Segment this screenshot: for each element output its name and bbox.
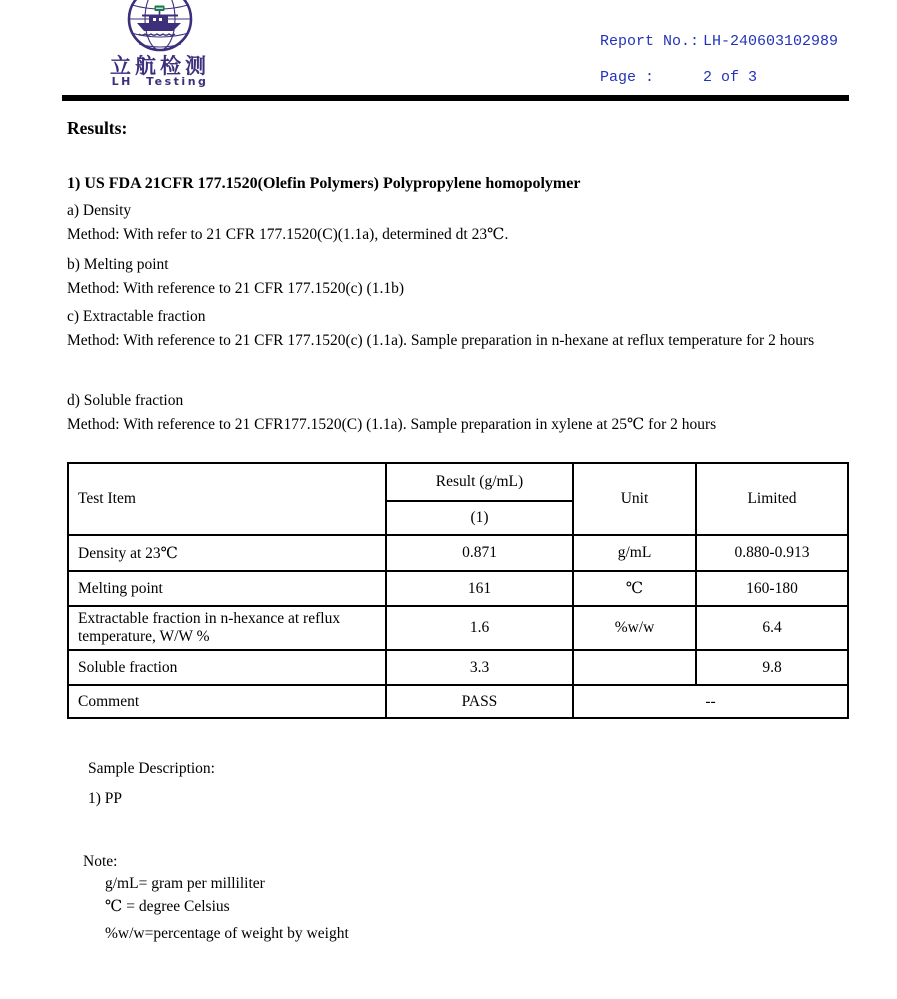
col-header-unit: Unit <box>573 463 696 535</box>
cell-unit: %w/w <box>573 606 696 650</box>
cell-item: Melting point <box>68 571 386 606</box>
header-divider <box>62 95 849 101</box>
report-no-value: LH-240603102989 <box>703 33 839 50</box>
section-heading: 1) US FDA 21CFR 177.1520(Olefin Polymers) Polypropylene homopolymer <box>67 175 581 192</box>
result-item-d-method: Method: With reference to 21 CFR177.1520(C) (1.1a). Sample preparation in xylene at 25℃ for 2 hours <box>67 416 717 433</box>
results-table <box>67 462 849 719</box>
cell-unit: g/mL <box>573 535 696 571</box>
note-title: Note: <box>83 853 118 870</box>
table-row-density <box>68 535 848 571</box>
result-item-c-method: Method: With reference to 21 CFR 177.1520(c) (1.1a). Sample preparation in n-hexane at reflux temperature for 2 hours <box>67 332 815 349</box>
result-item-b-label: b) Melting point <box>67 256 169 273</box>
cell-result: 3.3 <box>386 650 573 685</box>
cell-result: 161 <box>386 571 573 606</box>
cell-limited: 6.4 <box>696 606 848 650</box>
cell-result: 0.871 <box>386 535 573 571</box>
col-header-limited: Limited <box>696 463 848 535</box>
result-item-d-label: d) Soluble fraction <box>67 392 184 409</box>
cell-item: Extractable fraction in n-hexance at reflux temperature, W/W % <box>68 606 386 650</box>
table-row-extractable-fraction <box>68 606 848 650</box>
cell-unit <box>573 650 696 685</box>
table-row-soluble-fraction <box>68 650 848 685</box>
logo-chinese-text: 立航检测 <box>110 54 210 78</box>
result-item-c-label: c) Extractable fraction <box>67 308 206 325</box>
cell-limited: 0.880-0.913 <box>696 535 848 571</box>
cell-unit: ℃ <box>573 571 696 606</box>
logo-english-text: LH Testing <box>111 75 209 88</box>
table-row-comment <box>68 685 848 718</box>
report-no-label: Report No.: <box>600 33 700 50</box>
cell-item: Soluble fraction <box>68 650 386 685</box>
cell-item: Density at 23℃ <box>68 535 386 571</box>
cell-limited: 9.8 <box>696 650 848 685</box>
result-item-a-method: Method: With refer to 21 CFR 177.1520(C)(1.1a), determined dt 23℃. <box>67 226 509 243</box>
result-item-a-label: a) Density <box>67 202 132 219</box>
table-row-melting-point <box>68 571 848 606</box>
note-line: g/mL= gram per milliliter <box>105 875 265 892</box>
cell-result: 1.6 <box>386 606 573 650</box>
note-line: %w/w=percentage of weight by weight <box>105 925 349 942</box>
cell-result: PASS <box>386 685 573 718</box>
page-label: Page : <box>600 69 655 86</box>
cell-limited: 160-180 <box>696 571 848 606</box>
sample-description-value: 1) PP <box>88 790 123 807</box>
page-value: 2 of 3 <box>703 69 758 86</box>
sample-description-title: Sample Description: <box>88 760 215 777</box>
result-item-b-method: Method: With reference to 21 CFR 177.1520(c) (1.1b) <box>67 280 405 297</box>
results-title: Results: <box>67 118 128 138</box>
col-header-result-sub: (1) <box>386 501 573 535</box>
col-header-test-item: Test Item <box>68 463 386 535</box>
cell-merged: -- <box>573 685 848 718</box>
note-line: ℃ = degree Celsius <box>105 898 230 915</box>
col-header-result: Result (g/mL) <box>386 463 573 501</box>
ship-globe-logo-icon <box>112 0 208 54</box>
cell-item: Comment <box>68 685 386 718</box>
